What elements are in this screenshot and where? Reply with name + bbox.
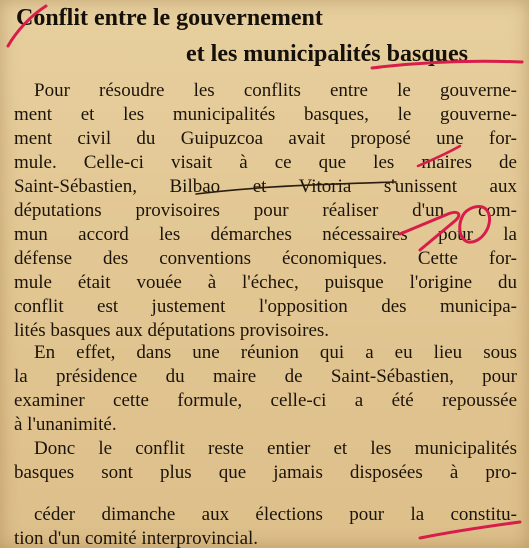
body-line: défense des conventions économiques. Cette for- xyxy=(14,248,517,269)
headline-line-1: Conflit entre le gouvernement xyxy=(16,5,323,31)
body-line: conflit est justement l'opposition des municipa- xyxy=(14,296,517,317)
body-line: lités basques aux députations provisoires. xyxy=(14,320,330,341)
body-line: Donc le conflit reste entier et les municipalités xyxy=(34,438,517,459)
body-line: examiner cette formule, celle-ci a été repoussée xyxy=(14,390,517,411)
headline-line-2: et les municipalités basques xyxy=(186,41,469,67)
body-line: à l'unanimité. xyxy=(14,414,117,435)
body-line: Saint-Sébastien, Bilbao et Vitoria s'unissent aux xyxy=(14,176,517,197)
body-line: mule. Celle-ci visait à ce que les maires de xyxy=(14,152,517,173)
body-line: En effet, dans une réunion qui a eu lieu sous xyxy=(34,342,517,363)
body-line: la présidence du maire de Saint-Sébastien, pour xyxy=(14,366,517,387)
body-line: basques sont plus que jamais disposées à pro- xyxy=(14,462,517,483)
body-line: céder dimanche aux élections pour la constitu- xyxy=(34,504,517,525)
body-line: ment civil du Guipuzcoa avait proposé une for- xyxy=(14,128,517,149)
body-line: tion d'un comité interprovincial. xyxy=(14,528,259,548)
body-line: mun accord les démarches nécessaires pour la xyxy=(14,224,517,245)
body-line: mule était vouée à l'échec, puisque l'origine du xyxy=(14,272,517,293)
body-line: ment et les municipalités basques, le gouverne- xyxy=(14,104,517,125)
body-line: Pour résoudre les conflits entre le gouverne- xyxy=(34,80,517,101)
body-line: députations provisoires pour réaliser d'un com- xyxy=(14,200,517,221)
